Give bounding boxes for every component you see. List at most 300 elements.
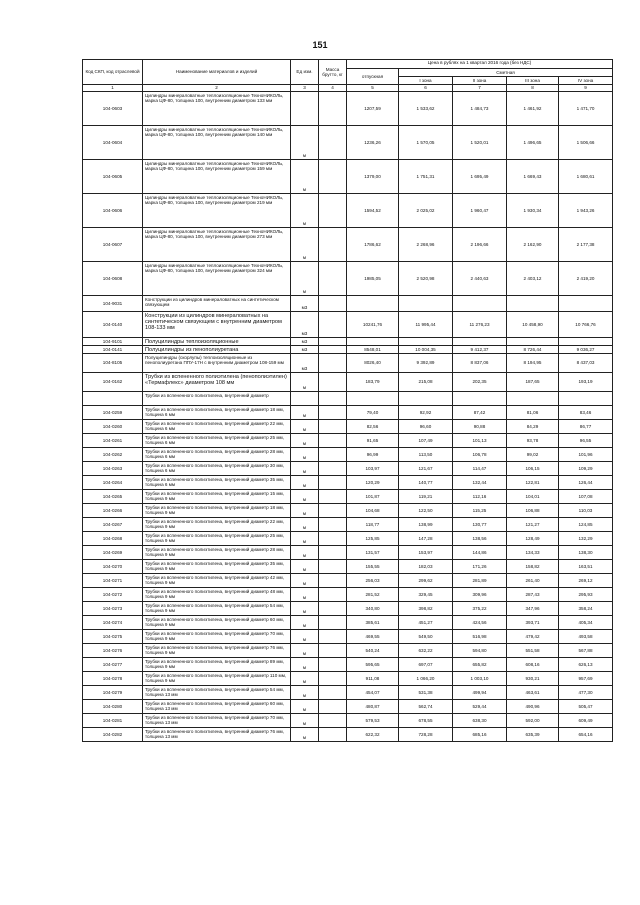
row-code: 104-0263 — [83, 462, 143, 476]
row-name: Трубки из вспененного полиэтилена, внутренний диаметр 42 мм, толщина 9 мм — [143, 574, 291, 588]
row-zone3-price: 121,27 — [507, 518, 559, 532]
row-zone3-price: 930,21 — [507, 672, 559, 686]
row-name: Трубки из вспененного полиэтилена, внутренний диаметр 70 мм, толщина 13 мм — [143, 714, 291, 728]
row-mass — [319, 406, 347, 420]
row-code: 104-0607 — [83, 228, 143, 262]
row-zone3-price: 490,96 — [507, 700, 559, 714]
column-index: 6 — [399, 85, 453, 92]
row-zone2-price: 202,35 — [453, 373, 507, 392]
row-zone4-price: 493,58 — [559, 630, 613, 644]
row-zone3-price: 635,39 — [507, 728, 559, 742]
header-price-title: Цена в рублях на 1 квартал 2016 года (без НДС) — [347, 60, 613, 69]
row-release-price — [347, 296, 399, 312]
row-release-price: 131,57 — [347, 546, 399, 560]
row-code: 104-0272 — [83, 588, 143, 602]
row-code: 104-0278 — [83, 672, 143, 686]
row-name: Трубки из вспененного полиэтилена, внутренний диаметр 35 мм, толщина 6 мм — [143, 476, 291, 490]
price-table — [82, 59, 613, 742]
column-index-row — [83, 85, 613, 92]
row-zone4-price: 609,49 — [559, 714, 613, 728]
table-row — [83, 420, 613, 434]
row-zone3-price: 1 669,43 — [507, 160, 559, 194]
row-mass — [319, 354, 347, 373]
row-release-price: 120,29 — [347, 476, 399, 490]
row-release-price: 125,85 — [347, 532, 399, 546]
row-code: 104-9101 — [83, 338, 143, 346]
row-zone3-price: 608,16 — [507, 658, 559, 672]
row-zone4-price: 405,34 — [559, 616, 613, 630]
table-row — [83, 296, 613, 312]
row-zone3-price: 104,01 — [507, 490, 559, 504]
row-code: 104-0259 — [83, 406, 143, 420]
row-zone3-price: 347,96 — [507, 602, 559, 616]
row-release-price: 8026,40 — [347, 354, 399, 373]
row-release-price: 8548,01 — [347, 346, 399, 354]
row-mass — [319, 346, 347, 354]
row-zone1-price: 92,92 — [399, 406, 453, 420]
row-zone1-price: 10 004,35 — [399, 346, 453, 354]
row-mass — [319, 518, 347, 532]
row-name: Конструкции из цилиндров минераловатных на синтетическом связующем — [143, 296, 291, 312]
row-code: 104-0265 — [83, 490, 143, 504]
row-zone4-price: 107,08 — [559, 490, 613, 504]
row-mass — [319, 574, 347, 588]
row-zone3-price: 8 194,95 — [507, 354, 559, 373]
row-unit: м3 — [291, 296, 319, 312]
header-code: Код СКП, код отраслевой — [83, 60, 143, 85]
row-zone1-price: 121,67 — [399, 462, 453, 476]
row-zone2-price: 144,86 — [453, 546, 507, 560]
row-zone4-price: 2 419,20 — [559, 262, 613, 296]
row-unit: м — [291, 434, 319, 448]
row-release-price: 1207,59 — [347, 92, 399, 126]
row-zone2-price: 171,26 — [453, 560, 507, 574]
header-zone-4: IV зона — [559, 77, 613, 85]
row-release-price: 10241,76 — [347, 312, 399, 338]
row-mass — [319, 560, 347, 574]
row-release-price: 82,56 — [347, 420, 399, 434]
row-zone2-price: 375,22 — [453, 602, 507, 616]
row-name: Трубки из вспененного полиэтилена, внутренний диаметр 18 мм, толщина 6 мм — [143, 406, 291, 420]
row-zone2-price: 2 196,66 — [453, 228, 507, 262]
row-mass — [319, 630, 347, 644]
row-name: Цилиндры минераловатные теплоизоляционные ТехноНИКОЛЬ, марка ЦФ-80, толщина 100, внутренним диаметром 159 мм — [143, 160, 291, 194]
row-zone3-price: 128,49 — [507, 532, 559, 546]
row-name: Трубки из вспененного полиэтилена (пенополиэтилен) «Термафлекс» диаметром 108 мм — [143, 373, 291, 392]
row-code: 104-0275 — [83, 630, 143, 644]
row-zone4-price — [559, 338, 613, 346]
row-release-price: 340,80 — [347, 602, 399, 616]
row-zone2-price: 1 003,10 — [453, 672, 507, 686]
row-zone3-price: 1 496,65 — [507, 126, 559, 160]
row-code: 104-8105 — [83, 354, 143, 373]
row-unit: м — [291, 373, 319, 392]
row-mass — [319, 434, 347, 448]
row-mass — [319, 644, 347, 658]
row-zone3-price: 479,42 — [507, 630, 559, 644]
row-mass — [319, 588, 347, 602]
row-zone4-price: 86,77 — [559, 420, 613, 434]
row-zone3-price: 261,40 — [507, 574, 559, 588]
row-unit: м3 — [291, 354, 319, 373]
row-zone1-price: 1 066,20 — [399, 672, 453, 686]
row-unit: м — [291, 560, 319, 574]
row-zone2-price: 90,88 — [453, 420, 507, 434]
row-mass — [319, 602, 347, 616]
row-zone2-price: 1 484,73 — [453, 92, 507, 126]
row-code: 104-0261 — [83, 434, 143, 448]
table-row — [83, 644, 613, 658]
row-zone4-price — [559, 296, 613, 312]
row-zone2-price: 115,25 — [453, 504, 507, 518]
row-unit: м — [291, 448, 319, 462]
row-mass — [319, 546, 347, 560]
row-zone1-price: 119,21 — [399, 490, 453, 504]
row-zone2-price: 638,30 — [453, 714, 507, 728]
header-release-price: отпускная — [347, 69, 399, 85]
table-row — [83, 700, 613, 714]
row-zone3-price: 463,61 — [507, 686, 559, 700]
row-code: 104-0281 — [83, 714, 143, 728]
row-zone3-price: 1 461,92 — [507, 92, 559, 126]
table-row — [83, 616, 613, 630]
row-zone2-price — [453, 296, 507, 312]
row-zone3-price: 106,88 — [507, 504, 559, 518]
table-row — [83, 476, 613, 490]
row-code: 104-0273 — [83, 602, 143, 616]
row-code: 104-0141 — [83, 346, 143, 354]
row-zone1-price: 562,74 — [399, 700, 453, 714]
row-zone4-price: 9 036,27 — [559, 346, 613, 354]
row-name: Полуцилиндры (скорлупы) теплоизоляционные из пенополиуретана ППУ-17Н с внутренним диаметром 108-159 мм — [143, 354, 291, 373]
row-mass — [319, 476, 347, 490]
row-zone1-price: 1 570,05 — [399, 126, 453, 160]
table-row — [83, 228, 613, 262]
row-zone1-price: 9 392,89 — [399, 354, 453, 373]
row-zone1-price — [399, 338, 453, 346]
row-name: Трубки из вспененного полиэтилена, внутренний диаметр 22 мм, толщина 9 мм — [143, 518, 291, 532]
header-estimate-price: Сметная — [399, 69, 613, 77]
row-zone2-price: 655,82 — [453, 658, 507, 672]
row-zone1-price: 2 025,02 — [399, 194, 453, 228]
row-zone1-price: 182,03 — [399, 560, 453, 574]
row-zone3-price: 287,43 — [507, 588, 559, 602]
row-zone2-price: 499,94 — [453, 686, 507, 700]
row-code: 104-9031 — [83, 296, 143, 312]
row-zone4-price: 269,12 — [559, 574, 613, 588]
table-row — [83, 630, 613, 644]
table-row — [83, 462, 613, 476]
row-unit: м — [291, 644, 319, 658]
row-zone2-price: 594,80 — [453, 644, 507, 658]
row-zone3-price: 134,33 — [507, 546, 559, 560]
row-code: 104-0260 — [83, 420, 143, 434]
row-mass — [319, 194, 347, 228]
row-mass — [319, 672, 347, 686]
row-zone1-price: 2 268,96 — [399, 228, 453, 262]
row-unit: м — [291, 686, 319, 700]
row-code: 104-0270 — [83, 560, 143, 574]
row-mass — [319, 296, 347, 312]
row-zone2-price: 1 520,01 — [453, 126, 507, 160]
row-name: Трубки из вспененного полиэтилена, внутренний диаметр 60 мм, толщина 9 мм — [143, 616, 291, 630]
table-row — [83, 346, 613, 354]
row-code: 104-0604 — [83, 126, 143, 160]
table-row — [83, 672, 613, 686]
row-code: 104-0277 — [83, 658, 143, 672]
row-unit: м — [291, 616, 319, 630]
table-row — [83, 546, 613, 560]
row-zone4-price: 295,93 — [559, 588, 613, 602]
row-zone4-price: 477,30 — [559, 686, 613, 700]
row-mass — [319, 462, 347, 476]
row-zone2-price: 9 412,37 — [453, 346, 507, 354]
row-zone2-price: 281,89 — [453, 574, 507, 588]
row-code: 104-0608 — [83, 262, 143, 296]
row-mass — [319, 728, 347, 742]
row-zone1-price: 632,22 — [399, 644, 453, 658]
row-release-price: 1594,52 — [347, 194, 399, 228]
row-zone1-price: 147,28 — [399, 532, 453, 546]
row-unit: м — [291, 406, 319, 420]
column-index: 1 — [83, 85, 143, 92]
table-row — [83, 126, 613, 160]
row-release-price: 480,87 — [347, 700, 399, 714]
row-zone3-price: 2 162,90 — [507, 228, 559, 262]
table-row — [83, 392, 613, 406]
row-zone1-price: 398,82 — [399, 602, 453, 616]
row-name: Цилиндры минераловатные теплоизоляционные ТехноНИКОЛЬ, марка ЦФ-80, толщина 100, внутренним диаметром 273 мм — [143, 228, 291, 262]
table-row — [83, 714, 613, 728]
row-name: Трубки из вспененного полиэтилена, внутренний диаметр 25 мм, толщина 9 мм — [143, 532, 291, 546]
row-zone2-price: 114,47 — [453, 462, 507, 476]
row-release-price — [347, 392, 399, 406]
row-code: 104-0605 — [83, 160, 143, 194]
row-zone1-price: 107,49 — [399, 434, 453, 448]
row-zone3-price: 84,29 — [507, 420, 559, 434]
row-zone4-price: 163,51 — [559, 560, 613, 574]
row-zone1-price: 113,50 — [399, 448, 453, 462]
row-release-price: 595,65 — [347, 658, 399, 672]
row-mass — [319, 700, 347, 714]
row-unit: м — [291, 700, 319, 714]
row-release-price: 1786,62 — [347, 228, 399, 262]
row-code: 104-0603 — [83, 92, 143, 126]
row-name: Трубки из вспененного полиэтилена, внутренний диаметр 54 мм, толщина 9 мм — [143, 602, 291, 616]
row-zone4-price: 358,24 — [559, 602, 613, 616]
row-zone1-price: 451,27 — [399, 616, 453, 630]
row-zone1-price: 697,07 — [399, 658, 453, 672]
table-row — [83, 312, 613, 338]
row-unit: м — [291, 504, 319, 518]
row-zone3-price — [507, 338, 559, 346]
row-zone3-price — [507, 296, 559, 312]
row-zone4-price: 957,69 — [559, 672, 613, 686]
row-zone4-price: 1 506,66 — [559, 126, 613, 160]
row-zone4-price: 83,46 — [559, 406, 613, 420]
row-release-price: 385,61 — [347, 616, 399, 630]
row-zone3-price: 93,78 — [507, 434, 559, 448]
row-zone2-price: 106,78 — [453, 448, 507, 462]
row-zone3-price: 158,82 — [507, 560, 559, 574]
row-name: Трубки из вспененного полиэтилена, внутренний диаметр 60 мм, толщина 13 мм — [143, 700, 291, 714]
row-unit: м — [291, 546, 319, 560]
row-release-price: 256,03 — [347, 574, 399, 588]
row-zone2-price: 11 276,23 — [453, 312, 507, 338]
row-mass — [319, 392, 347, 406]
row-zone4-price: 109,29 — [559, 462, 613, 476]
row-unit: м — [291, 160, 319, 194]
table-row — [83, 574, 613, 588]
row-zone4-price: 96,55 — [559, 434, 613, 448]
row-zone1-price: 122,50 — [399, 504, 453, 518]
row-unit: м3 — [291, 312, 319, 338]
row-code — [83, 392, 143, 406]
row-name: Цилиндры минераловатные теплоизоляционные ТехноНИКОЛЬ, марка ЦФ-80, толщина 100, внутренним диаметром 140 мм — [143, 126, 291, 160]
row-unit: м — [291, 420, 319, 434]
row-release-price: 540,24 — [347, 644, 399, 658]
row-release-price: 454,07 — [347, 686, 399, 700]
row-code: 104-0267 — [83, 518, 143, 532]
table-row — [83, 406, 613, 420]
row-mass — [319, 373, 347, 392]
row-unit: м — [291, 602, 319, 616]
row-code: 104-0264 — [83, 476, 143, 490]
row-mass — [319, 312, 347, 338]
row-code: 104-0140 — [83, 312, 143, 338]
row-unit: м — [291, 728, 319, 742]
row-zone2-price: 1 960,47 — [453, 194, 507, 228]
row-unit: м — [291, 126, 319, 160]
row-unit: м — [291, 532, 319, 546]
table-row — [83, 448, 613, 462]
row-zone2-price: 132,44 — [453, 476, 507, 490]
row-zone4-price: 1 943,26 — [559, 194, 613, 228]
row-code: 104-0266 — [83, 504, 143, 518]
table-row — [83, 602, 613, 616]
row-zone2-price: 529,44 — [453, 700, 507, 714]
row-zone3-price: 2 403,12 — [507, 262, 559, 296]
row-unit: м — [291, 228, 319, 262]
row-name: Трубки из вспененного полиэтилена, внутренний диаметр 28 мм, толщина 9 мм — [143, 546, 291, 560]
row-unit: м — [291, 194, 319, 228]
row-zone1-price: 678,55 — [399, 714, 453, 728]
row-name: Цилиндры минераловатные теплоизоляционные ТехноНИКОЛЬ, марка ЦФ-80, толщина 100, внутренним диаметром 219 мм — [143, 194, 291, 228]
row-unit: м3 — [291, 346, 319, 354]
row-unit: м — [291, 518, 319, 532]
row-mass — [319, 160, 347, 194]
row-zone2-price — [453, 392, 507, 406]
row-zone4-price: 101,96 — [559, 448, 613, 462]
row-zone2-price: 2 440,63 — [453, 262, 507, 296]
row-release-price: 79,40 — [347, 406, 399, 420]
row-name: Трубки из вспененного полиэтилена, внутренний диаметр 54 мм, толщина 13 мм — [143, 686, 291, 700]
row-release-price: 101,87 — [347, 490, 399, 504]
row-release-price: 1379,00 — [347, 160, 399, 194]
row-release-price: 579,53 — [347, 714, 399, 728]
table-row — [83, 658, 613, 672]
row-name: Трубки из вспененного полиэтилена, внутренний диаметр 28 мм, толщина 6 мм — [143, 448, 291, 462]
row-unit: м — [291, 672, 319, 686]
row-name: Цилиндры минераловатные теплоизоляционные ТехноНИКОЛЬ, марка ЦФ-80, толщина 100, внутренним диаметром 324 мм — [143, 262, 291, 296]
row-name: Трубки из вспененного полиэтилена, внутренний диаметр 35 мм, толщина 9 мм — [143, 560, 291, 574]
row-zone4-price: 1 471,70 — [559, 92, 613, 126]
row-mass — [319, 504, 347, 518]
row-zone4-price: 8 437,03 — [559, 354, 613, 373]
header-zone-2: II зона — [453, 77, 507, 85]
row-name: Трубки из вспененного полиэтилена, внутренний диаметр 110 мм, толщина 9 мм — [143, 672, 291, 686]
header-zone-3: III зона — [507, 77, 559, 85]
row-zone4-price: 10 766,76 — [559, 312, 613, 338]
row-zone2-price: 130,77 — [453, 518, 507, 532]
row-zone3-price: 1 930,34 — [507, 194, 559, 228]
row-release-price: 1236,26 — [347, 126, 399, 160]
row-zone1-price: 153,97 — [399, 546, 453, 560]
row-zone4-price: 654,16 — [559, 728, 613, 742]
row-name: Полуцилиндры теплоизоляционные — [143, 338, 291, 346]
row-mass — [319, 448, 347, 462]
row-mass — [319, 262, 347, 296]
row-mass — [319, 686, 347, 700]
column-index: 7 — [453, 85, 507, 92]
row-zone2-price: 8 837,06 — [453, 354, 507, 373]
table-row — [83, 686, 613, 700]
row-code: 104-0268 — [83, 532, 143, 546]
row-name: Трубки из вспененного полиэтилена, внутренний диаметр 70 мм, толщина 9 мм — [143, 630, 291, 644]
row-release-price: 1985,05 — [347, 262, 399, 296]
row-zone2-price — [453, 338, 507, 346]
column-index: 4 — [319, 85, 347, 92]
row-zone1-price: 728,28 — [399, 728, 453, 742]
row-zone1-price: 96,60 — [399, 420, 453, 434]
row-zone3-price: 10 458,90 — [507, 312, 559, 338]
row-unit: м — [291, 588, 319, 602]
row-zone1-price — [399, 392, 453, 406]
row-zone4-price: 626,13 — [559, 658, 613, 672]
table-row — [83, 262, 613, 296]
row-zone3-price: 122,81 — [507, 476, 559, 490]
row-zone1-price — [399, 296, 453, 312]
row-zone3-price: 551,58 — [507, 644, 559, 658]
row-release-price: 103,97 — [347, 462, 399, 476]
row-unit: м3 — [291, 338, 319, 346]
row-zone2-price: 516,98 — [453, 630, 507, 644]
row-zone1-price: 531,38 — [399, 686, 453, 700]
row-name: Трубки из вспененного полиэтилена, внутренний диаметр — [143, 392, 291, 406]
row-mass — [319, 658, 347, 672]
table-row — [83, 518, 613, 532]
row-unit: м — [291, 262, 319, 296]
row-release-price: 96,99 — [347, 448, 399, 462]
header-row — [83, 60, 613, 69]
row-mass — [319, 228, 347, 262]
row-release-price — [347, 338, 399, 346]
row-zone1-price: 140,77 — [399, 476, 453, 490]
row-mass — [319, 532, 347, 546]
row-code: 104-0269 — [83, 546, 143, 560]
row-zone3-price: 106,15 — [507, 462, 559, 476]
row-zone3-price: 99,02 — [507, 448, 559, 462]
column-index: 2 — [143, 85, 291, 92]
row-zone1-price: 138,99 — [399, 518, 453, 532]
row-zone4-price: 2 177,38 — [559, 228, 613, 262]
row-name: Трубки из вспененного полиэтилена, внутренний диаметр 89 мм, толщина 9 мм — [143, 658, 291, 672]
row-zone1-price: 2 520,98 — [399, 262, 453, 296]
row-zone4-price — [559, 392, 613, 406]
row-name: Трубки из вспененного полиэтилена, внутренний диаметр 48 мм, толщина 9 мм — [143, 588, 291, 602]
row-release-price: 91,65 — [347, 434, 399, 448]
row-mass — [319, 92, 347, 126]
